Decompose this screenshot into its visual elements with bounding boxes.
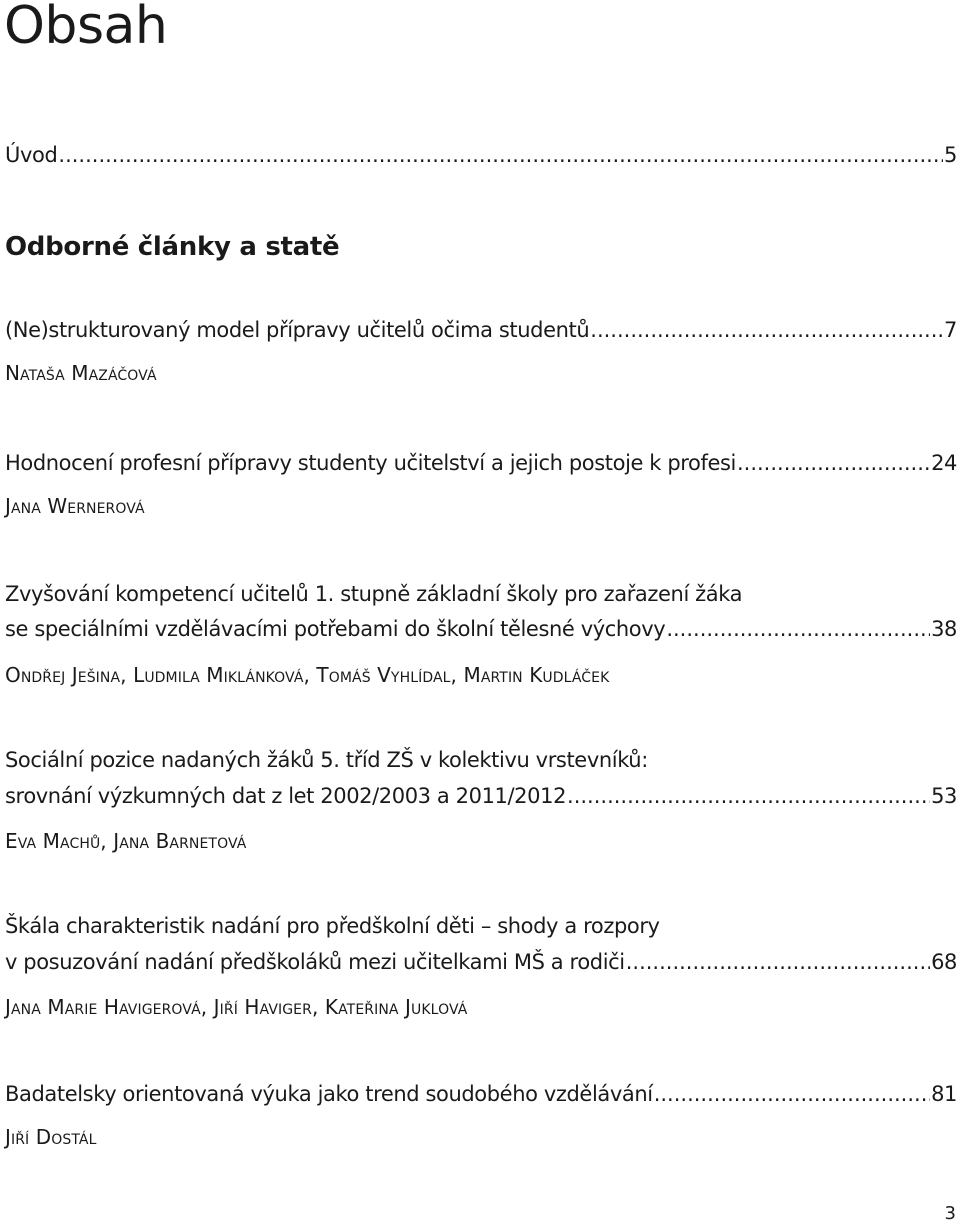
toc-entry-page: 24	[931, 451, 957, 475]
toc-entry-page: 5	[944, 143, 957, 167]
toc-entry-authors: Jiří Dostál	[5, 1125, 97, 1149]
page-title: Obsah	[4, 0, 168, 56]
toc-entry-article[interactable]	[5, 779, 957, 813]
toc-entry-page: 7	[944, 318, 957, 342]
toc-entry-title: Úvod	[5, 143, 58, 167]
toc-entry-article[interactable]	[5, 1077, 957, 1111]
toc-entry-authors: Jana Marie Havigerová, Jiří Haviger, Kateřina Juklová	[5, 995, 468, 1019]
toc-entry-title: Hodnocení profesní přípravy studenty učitelství a jejich postoje k profesi	[5, 451, 736, 475]
dot-leader	[626, 945, 930, 979]
toc-entry-title: Badatelsky orientovaná výuka jako trend soudobého vzdělávání	[5, 1082, 653, 1106]
toc-entry-article[interactable]	[5, 313, 957, 347]
toc-entry-page: 81	[931, 1082, 957, 1106]
dot-leader	[737, 446, 930, 480]
dot-leader	[590, 313, 943, 347]
toc-entry-article[interactable]	[5, 612, 957, 646]
dot-leader	[654, 1077, 930, 1111]
toc-entry-page: 38	[931, 617, 957, 641]
toc-entry-title-line[interactable]: Škála charakteristik nadání pro předškolní děti – shody a rozpory	[5, 914, 660, 938]
toc-entry-title-line[interactable]: Sociální pozice nadaných žáků 5. tříd ZŠ v kolektivu vrstevníků:	[5, 748, 648, 772]
toc-entry-title: (Ne)strukturovaný model přípravy učitelů očima studentů	[5, 318, 590, 342]
dot-leader	[567, 779, 930, 813]
toc-entry-title: se speciálními vzdělávacími potřebami do školní tělesné výchovy	[5, 617, 666, 641]
toc-entry-authors: Nataša Mazáčová	[5, 361, 157, 385]
toc-entry-authors: Eva Machů, Jana Barnetová	[5, 829, 247, 853]
toc-entry-intro[interactable]	[5, 138, 957, 172]
dot-leader	[666, 612, 930, 646]
toc-entry-title-line[interactable]: Zvyšování kompetencí učitelů 1. stupně základní školy pro zařazení žáka	[5, 582, 743, 606]
dot-leader	[58, 138, 943, 172]
toc-entry-authors: Jana Wernerová	[5, 494, 145, 518]
toc-entry-page: 53	[931, 784, 957, 808]
toc-entry-page: 68	[931, 950, 957, 974]
page-number: 3	[944, 1203, 956, 1224]
toc-entry-authors: Ondřej Ješina, Ludmila Miklánková, Tomáš Vyhlídal, Martin Kudláček	[5, 663, 610, 687]
toc-entry-article[interactable]	[5, 446, 957, 480]
toc-entry-article[interactable]	[5, 945, 957, 979]
toc-entry-title: v posuzování nadání předškoláků mezi učitelkami MŠ a rodiči	[5, 950, 625, 974]
section-heading: Odborné články a statě	[5, 232, 340, 262]
toc-entry-title: srovnání výzkumných dat z let 2002/2003 a 2011/2012	[5, 784, 567, 808]
